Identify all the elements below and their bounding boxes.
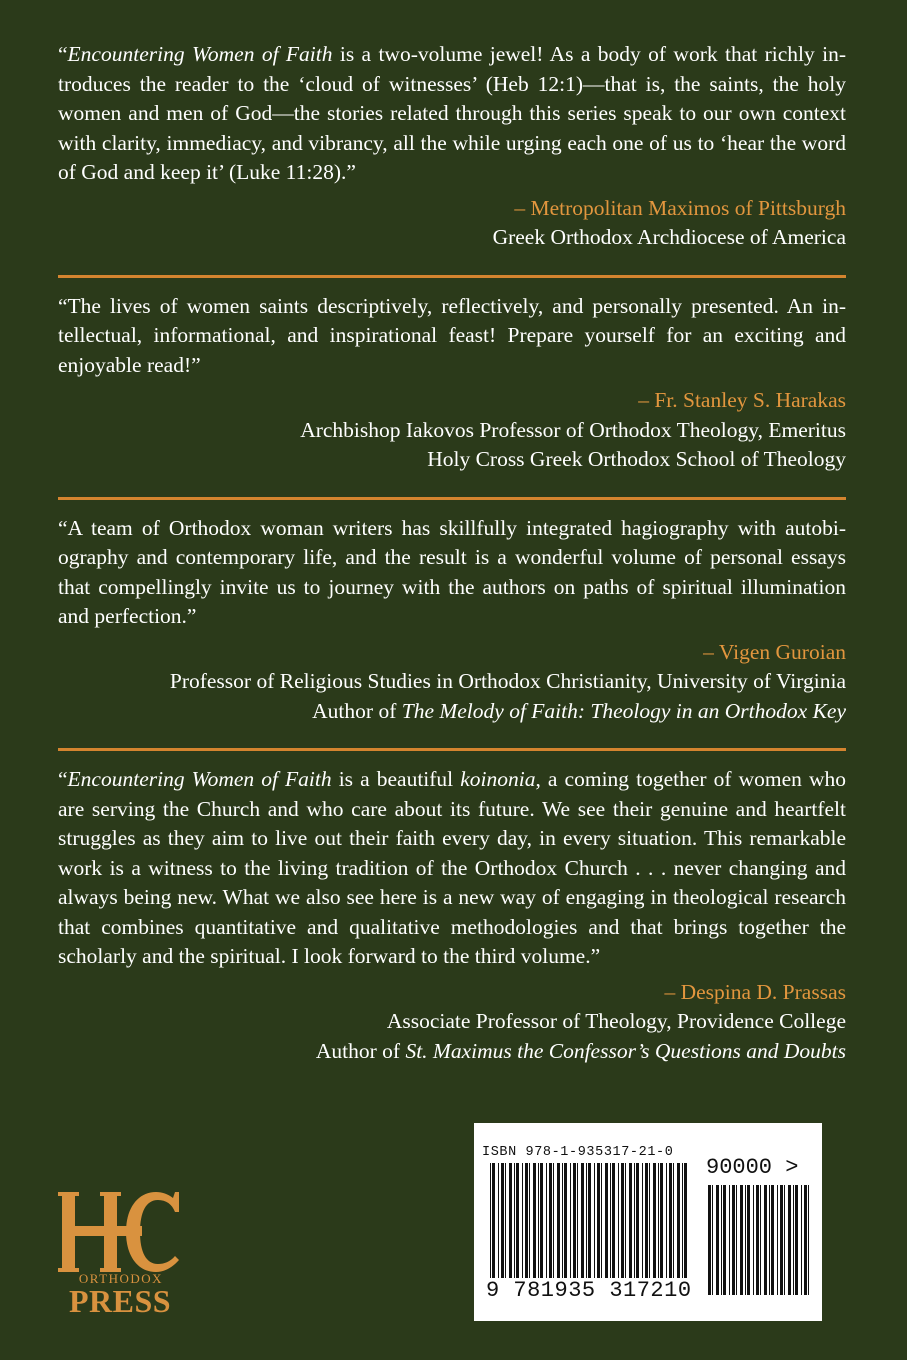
- endorsement-text: “A team of Orthodox woman writers has skillfully integrated hagiography with autobiography and contemporary life, and the result is a wonderful volume of personal essays that compellingly invite us to journey with the authors on paths of spiritual illumination and perfection.”: [58, 515, 846, 628]
- endorsement-maximos: [58, 40, 846, 265]
- barcode-digits: 9 781935 317210: [486, 1278, 692, 1303]
- barcode-bar: [793, 1185, 794, 1295]
- endorsement-text: “The lives of women saints descriptively, reflectively, and personally presented. An intellectual, informational, and inspirational feast! Prepare yourself for an exciting and enjoyable read!”: [58, 293, 846, 377]
- barcode-bar: [682, 1163, 683, 1295]
- barcode-bar: [509, 1163, 512, 1295]
- barcode-bar: [736, 1185, 737, 1295]
- barcode-bar: [612, 1163, 615, 1295]
- book-title-italic: Encountering Women of Faith: [67, 42, 333, 66]
- barcode-bar: [492, 1163, 495, 1295]
- hc-cross-logo-icon: [58, 1190, 183, 1274]
- isbn-label: ISBN 978-1-935317-21-0: [482, 1145, 674, 1160]
- endorsement-text: “Encountering Women of Faith is a beautiful koinonia, a coming together of women who are serving the Church and who care about its future. We see their genuine and heartfelt struggles as they aim to live out their faith every day, in every situation. This remarkable work is a witness to the living tradition of the Orthodox Church . . . never changing and always being new. What we also see here is a new way of engaging in theological research that combines quantitative and qualitative methodologies and that brings together the scholarly and the spiritual. I look forward to the third volume.”: [58, 767, 847, 968]
- book-title-italic: St. Maximus the Confessor’s Questions and Doubts: [405, 1038, 846, 1063]
- barcode-bar: [605, 1163, 608, 1295]
- book-title-italic: Encountering Women of Faith: [67, 767, 332, 791]
- barcode-bar: [538, 1163, 539, 1295]
- barcode-bar: [716, 1185, 719, 1295]
- barcode-bar: [634, 1163, 635, 1295]
- barcode-bar: [804, 1185, 807, 1295]
- barcode-bar: [780, 1185, 783, 1295]
- barcode-bar: [586, 1163, 587, 1295]
- barcode-bar: [740, 1185, 743, 1295]
- barcode-bar: [588, 1163, 591, 1295]
- barcode-bar: [801, 1185, 802, 1295]
- barcode-bar: [621, 1163, 624, 1295]
- barcode-bar: [570, 1163, 571, 1295]
- barcode-bar: [745, 1185, 746, 1295]
- endorsement-author: – Fr. Stanley S. Harakas: [638, 388, 846, 412]
- barcode-bar: [764, 1185, 767, 1295]
- barcode-bar: [522, 1163, 523, 1295]
- endorsement-harakas: [58, 292, 846, 487]
- barcode-bar: [723, 1185, 726, 1295]
- barcode-bar: [514, 1163, 515, 1295]
- barcode-bar: [658, 1163, 659, 1295]
- barcode-bar: [610, 1163, 611, 1295]
- barcode-bar: [769, 1185, 770, 1295]
- barcode-bar: [788, 1185, 791, 1295]
- price-code: 90000 >: [706, 1155, 799, 1180]
- barcode-bar: [549, 1163, 552, 1295]
- endorsements: [58, 40, 846, 1078]
- barcode-bar: [756, 1185, 759, 1295]
- barcode-bar: [625, 1163, 626, 1295]
- endorsement-author: – Despina D. Prassas: [664, 979, 846, 1004]
- barcode-bar: [673, 1163, 674, 1295]
- endorsement-affiliation: Author of St. Maximus the Confessor’s Questions and Doubts: [315, 1038, 846, 1063]
- barcode-bar: [636, 1163, 639, 1295]
- endorsement-text: “Encountering Women of Faith is a two-volume jewel! As a body of work that richly introduces the reader to the ‘cloud of witnesses’ (Heb 12:1)—that is, the saints, the holy women and men of God—the stories related through this series speak to our own context with clarity, immediacy, and vibrancy, all the while urging each one of us to ‘hear the word of God and keep it’ (Luke 11:28).”: [58, 42, 846, 184]
- barcode-bar: [529, 1163, 530, 1295]
- barcode-bar: [557, 1163, 560, 1295]
- logo-text-orthodox: ORTHODOX: [78, 1271, 164, 1286]
- logo-text-press: PRESS: [68, 1283, 172, 1319]
- barcode-bar: [629, 1163, 632, 1295]
- endorsement-affiliation: Professor of Religious Studies in Orthodox Christianity, University of Virginia: [169, 669, 846, 693]
- barcode-bar: [546, 1163, 547, 1295]
- barcode-bar: [597, 1163, 600, 1295]
- barcode-bar: [777, 1185, 778, 1295]
- barcode-bar: [760, 1185, 761, 1295]
- barcode-bar: [573, 1163, 576, 1295]
- barcode-bar: [505, 1163, 506, 1295]
- book-title-italic: The Melody of Faith: Theology in an Orthodox Key: [401, 698, 846, 723]
- endorsement-affiliation: Archbishop Iakovos Professor of Orthodox Theology, Emeritus: [300, 417, 846, 442]
- barcode-bar: [564, 1163, 567, 1295]
- barcode-bar: [784, 1185, 785, 1295]
- barcode-bar: [642, 1163, 643, 1295]
- barcode-bar: [721, 1185, 722, 1295]
- endorsement-affiliation: Greek Orthodox Archdiocese of America: [492, 225, 846, 249]
- barcode-bar: [501, 1163, 504, 1295]
- section-divider: [58, 497, 846, 500]
- section-divider: [58, 748, 846, 751]
- section-divider: [58, 275, 846, 278]
- barcode-bar: [729, 1185, 730, 1295]
- barcode-bar: [581, 1163, 584, 1295]
- endorsement-affiliation: Associate Professor of Theology, Providence College: [386, 1009, 846, 1033]
- barcode-bar: [808, 1185, 809, 1295]
- barcode-bar: [498, 1163, 499, 1295]
- barcode-bar: [562, 1163, 563, 1295]
- barcode-bar: [747, 1185, 750, 1295]
- barcode-bar: [601, 1163, 602, 1295]
- barcode-bar: [540, 1163, 543, 1295]
- barcode-bar: [653, 1163, 656, 1295]
- publisher-logo: [58, 1190, 183, 1320]
- barcode-bar: [684, 1163, 687, 1295]
- barcode-bar: [490, 1163, 491, 1295]
- italic-word: koinonia: [460, 767, 536, 791]
- barcode-bar: [577, 1163, 578, 1295]
- endorsement-prassas: [58, 765, 846, 1078]
- barcode-bar: [708, 1185, 711, 1295]
- barcode-bar: [645, 1163, 648, 1295]
- barcode-bar: [618, 1163, 619, 1295]
- barcode-bar: [732, 1185, 735, 1295]
- barcode-bar: [553, 1163, 554, 1295]
- barcode-bar: [660, 1163, 663, 1295]
- barcode-bar: [795, 1185, 798, 1295]
- barcode-bar: [753, 1185, 754, 1295]
- barcode-bar: [666, 1163, 667, 1295]
- isbn-barcode: [474, 1123, 822, 1321]
- barcode-bar: [594, 1163, 595, 1295]
- endorsement-affiliation: Holy Cross Greek Orthodox School of Theology: [427, 447, 846, 471]
- endorsement-author: – Vigen Guroian: [703, 639, 846, 664]
- barcode-bar: [649, 1163, 650, 1295]
- endorsement-affiliation: Author of The Melody of Faith: Theology in an Orthodox Key: [312, 698, 846, 723]
- barcode-bar: [533, 1163, 536, 1295]
- barcode-bar: [771, 1185, 774, 1295]
- endorsement-guroian: [58, 514, 846, 739]
- barcode-bar: [669, 1163, 672, 1295]
- barcode-bar: [712, 1185, 713, 1295]
- barcode-bar: [525, 1163, 528, 1295]
- endorsement-author: – Metropolitan Maximos of Pittsburgh: [514, 195, 846, 220]
- barcode-bar: [677, 1163, 680, 1295]
- barcode-bar: [516, 1163, 519, 1295]
